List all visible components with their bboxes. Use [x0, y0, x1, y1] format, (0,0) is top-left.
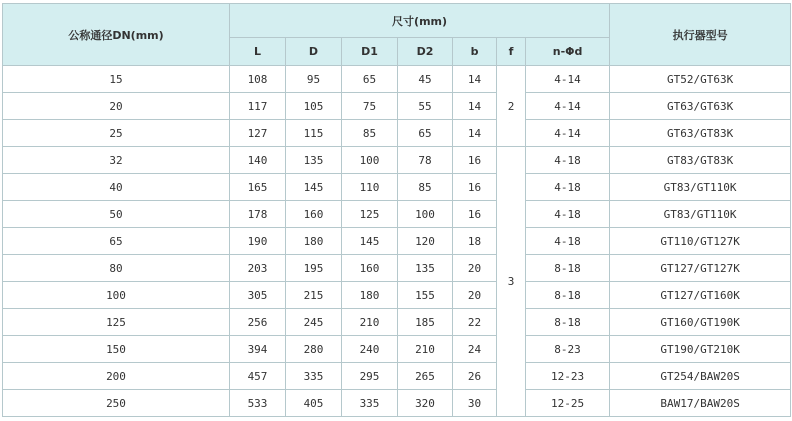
cell-d1: 335 [342, 390, 398, 417]
table-row [3, 228, 791, 255]
cell-actuator: GT160/GT190K [610, 309, 791, 336]
cell-d2: 320 [398, 390, 453, 417]
table-row [3, 120, 791, 147]
cell-d: 105 [286, 93, 342, 120]
cell-f: 3 [497, 147, 526, 417]
table-row [3, 66, 791, 93]
cell-d: 95 [286, 66, 342, 93]
cell-actuator: GT83/GT110K [610, 201, 791, 228]
cell-n-phi-d: 4-14 [526, 93, 610, 120]
cell-actuator: GT254/BAW20S [610, 363, 791, 390]
cell-n-phi-d: 4-14 [526, 66, 610, 93]
cell-n-phi-d: 12-25 [526, 390, 610, 417]
cell-b: 30 [453, 390, 497, 417]
cell-l: 165 [230, 174, 286, 201]
cell-d2: 65 [398, 120, 453, 147]
cell-n-phi-d: 8-18 [526, 255, 610, 282]
cell-l: 127 [230, 120, 286, 147]
cell-dn: 25 [3, 120, 230, 147]
cell-actuator: GT52/GT63K [610, 66, 791, 93]
cell-b: 16 [453, 147, 497, 174]
cell-l: 190 [230, 228, 286, 255]
cell-d2: 85 [398, 174, 453, 201]
header-dimensions: 尺寸(mm) [230, 4, 610, 38]
cell-d1: 145 [342, 228, 398, 255]
cell-b: 16 [453, 201, 497, 228]
cell-l: 305 [230, 282, 286, 309]
cell-n-phi-d: 8-23 [526, 336, 610, 363]
header-D1: D1 [342, 38, 398, 66]
cell-b: 20 [453, 282, 497, 309]
cell-d1: 240 [342, 336, 398, 363]
cell-d: 280 [286, 336, 342, 363]
cell-d1: 85 [342, 120, 398, 147]
header-b: b [453, 38, 497, 66]
cell-n-phi-d: 12-23 [526, 363, 610, 390]
header-dn: 公称通径DN(mm) [3, 4, 230, 66]
cell-d2: 55 [398, 93, 453, 120]
cell-dn: 32 [3, 147, 230, 174]
cell-n-phi-d: 8-18 [526, 309, 610, 336]
cell-l: 256 [230, 309, 286, 336]
spec-table [2, 3, 791, 417]
cell-d: 145 [286, 174, 342, 201]
cell-d: 335 [286, 363, 342, 390]
cell-dn: 20 [3, 93, 230, 120]
cell-dn: 200 [3, 363, 230, 390]
cell-l: 394 [230, 336, 286, 363]
cell-d: 160 [286, 201, 342, 228]
cell-d1: 75 [342, 93, 398, 120]
table-header [3, 4, 791, 66]
cell-actuator: GT63/GT83K [610, 120, 791, 147]
cell-l: 203 [230, 255, 286, 282]
cell-n-phi-d: 4-18 [526, 147, 610, 174]
cell-n-phi-d: 8-18 [526, 282, 610, 309]
cell-d1: 100 [342, 147, 398, 174]
header-L: L [230, 38, 286, 66]
cell-n-phi-d: 4-18 [526, 228, 610, 255]
cell-b: 24 [453, 336, 497, 363]
table-row [3, 174, 791, 201]
cell-l: 117 [230, 93, 286, 120]
cell-l: 140 [230, 147, 286, 174]
cell-b: 14 [453, 120, 497, 147]
cell-n-phi-d: 4-14 [526, 120, 610, 147]
cell-l: 178 [230, 201, 286, 228]
cell-dn: 100 [3, 282, 230, 309]
cell-n-phi-d: 4-18 [526, 174, 610, 201]
cell-actuator: GT127/GT160K [610, 282, 791, 309]
header-D: D [286, 38, 342, 66]
table-row [3, 201, 791, 228]
cell-d: 195 [286, 255, 342, 282]
cell-dn: 150 [3, 336, 230, 363]
table-row [3, 147, 791, 174]
cell-b: 14 [453, 93, 497, 120]
cell-dn: 40 [3, 174, 230, 201]
table-row [3, 363, 791, 390]
cell-d1: 210 [342, 309, 398, 336]
cell-d1: 110 [342, 174, 398, 201]
cell-dn: 15 [3, 66, 230, 93]
cell-d: 215 [286, 282, 342, 309]
cell-actuator: BAW17/BAW20S [610, 390, 791, 417]
cell-l: 457 [230, 363, 286, 390]
cell-dn: 50 [3, 201, 230, 228]
cell-d: 245 [286, 309, 342, 336]
cell-actuator: GT63/GT63K [610, 93, 791, 120]
cell-d: 180 [286, 228, 342, 255]
table-row [3, 390, 791, 417]
cell-d: 405 [286, 390, 342, 417]
header-D2: D2 [398, 38, 453, 66]
cell-b: 20 [453, 255, 497, 282]
cell-dn: 80 [3, 255, 230, 282]
cell-d2: 120 [398, 228, 453, 255]
cell-b: 18 [453, 228, 497, 255]
cell-dn: 65 [3, 228, 230, 255]
cell-actuator: GT83/GT83K [610, 147, 791, 174]
cell-f: 2 [497, 66, 526, 147]
cell-d2: 185 [398, 309, 453, 336]
cell-d2: 135 [398, 255, 453, 282]
cell-dn: 125 [3, 309, 230, 336]
table-row [3, 309, 791, 336]
cell-actuator: GT83/GT110K [610, 174, 791, 201]
table-row [3, 282, 791, 309]
header-n-phi-d: n-Φd [526, 38, 610, 66]
cell-d2: 210 [398, 336, 453, 363]
header-f: f [497, 38, 526, 66]
cell-d2: 78 [398, 147, 453, 174]
cell-d1: 65 [342, 66, 398, 93]
cell-d1: 295 [342, 363, 398, 390]
cell-l: 108 [230, 66, 286, 93]
cell-actuator: GT127/GT127K [610, 255, 791, 282]
table-row [3, 336, 791, 363]
cell-b: 14 [453, 66, 497, 93]
cell-actuator: GT110/GT127K [610, 228, 791, 255]
table-row [3, 93, 791, 120]
cell-d2: 265 [398, 363, 453, 390]
header-actuator: 执行器型号 [610, 4, 791, 66]
table-body [3, 66, 791, 417]
cell-b: 26 [453, 363, 497, 390]
table-row [3, 255, 791, 282]
cell-n-phi-d: 4-18 [526, 201, 610, 228]
cell-d1: 125 [342, 201, 398, 228]
cell-d2: 100 [398, 201, 453, 228]
cell-d: 135 [286, 147, 342, 174]
cell-l: 533 [230, 390, 286, 417]
cell-b: 16 [453, 174, 497, 201]
cell-d2: 45 [398, 66, 453, 93]
cell-actuator: GT190/GT210K [610, 336, 791, 363]
cell-d1: 180 [342, 282, 398, 309]
cell-d2: 155 [398, 282, 453, 309]
cell-d: 115 [286, 120, 342, 147]
cell-dn: 250 [3, 390, 230, 417]
cell-b: 22 [453, 309, 497, 336]
cell-d1: 160 [342, 255, 398, 282]
